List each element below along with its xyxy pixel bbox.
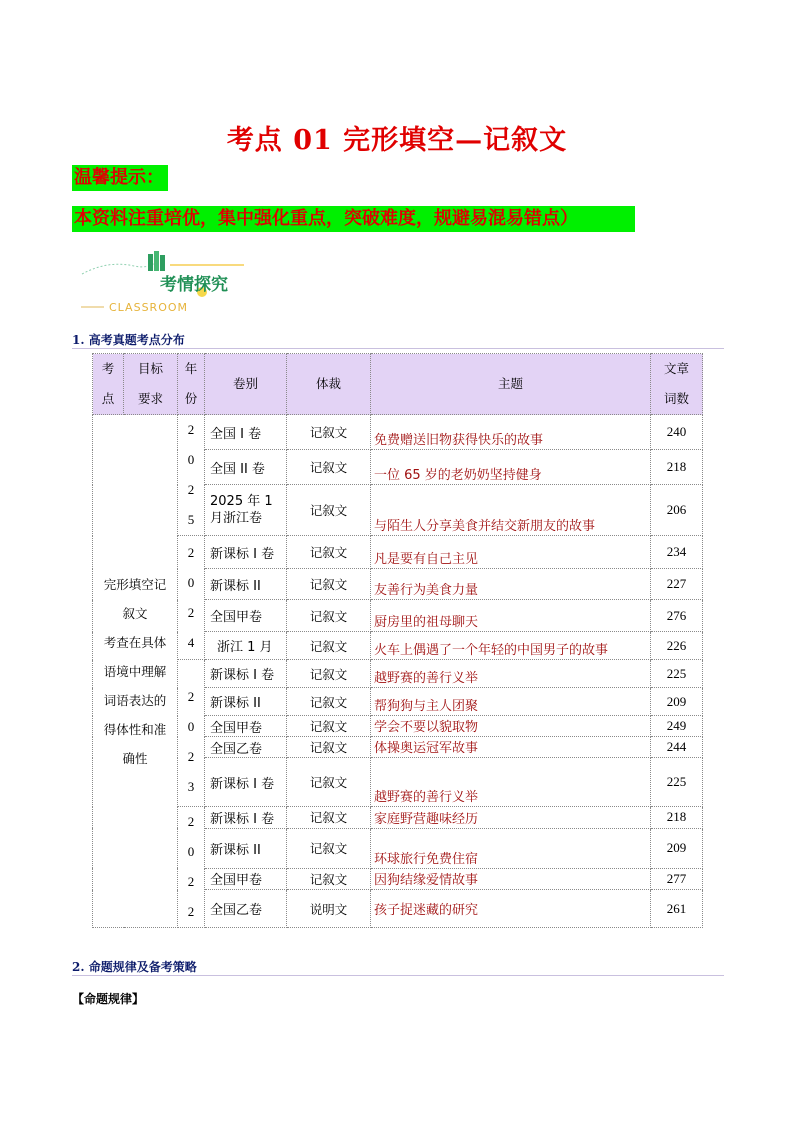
juan-cell: 全国甲卷 bbox=[205, 868, 287, 890]
section-heading-distribution: 1. 高考真题考点分布 bbox=[72, 333, 185, 347]
header-mubiao: 目标 要求 bbox=[124, 354, 178, 415]
topic-cell: 帮狗狗与主人团聚 bbox=[371, 688, 651, 716]
section-divider bbox=[72, 975, 724, 976]
topic-cell: 孩子捉迷藏的研究 bbox=[371, 890, 651, 928]
topic-cell: 与陌生人分享美食并结交新朋友的故事 bbox=[371, 485, 651, 536]
table-row bbox=[93, 807, 703, 829]
juan-cell: 新课标 II bbox=[205, 828, 287, 868]
word-count-cell: 234 bbox=[651, 536, 703, 569]
ticai-cell: 记叙文 bbox=[287, 716, 371, 737]
header-juanbie: 卷别 bbox=[205, 354, 287, 415]
year-cell: 2 0 2 2 bbox=[178, 807, 205, 928]
ticai-cell: 记叙文 bbox=[287, 485, 371, 536]
word-count-cell: 261 bbox=[651, 890, 703, 928]
logo-subtitle: CLASSROOM bbox=[109, 301, 189, 314]
tip-text: 本资料注重培优，集中强化重点，突破难度，规避易混易错点） bbox=[72, 206, 635, 232]
subsection-heading: 【命题规律】 bbox=[72, 992, 145, 1006]
ticai-cell: 记叙文 bbox=[287, 807, 371, 829]
ticai-cell: 说明文 bbox=[287, 890, 371, 928]
classroom-logo bbox=[78, 240, 253, 320]
juan-cell: 全国甲卷 bbox=[205, 600, 287, 632]
ticai-cell: 记叙文 bbox=[287, 737, 371, 758]
juan-cell: 全国乙卷 bbox=[205, 737, 287, 758]
word-count-cell: 218 bbox=[651, 450, 703, 485]
ticai-cell: 记叙文 bbox=[287, 569, 371, 600]
section-heading-rules: 2. 命题规律及备考策略 bbox=[72, 960, 197, 974]
word-count-cell: 209 bbox=[651, 688, 703, 716]
header-zhuti: 主题 bbox=[371, 354, 651, 415]
juan-cell: 新课标 I 卷 bbox=[205, 807, 287, 829]
ticai-cell: 记叙文 bbox=[287, 415, 371, 450]
table-row bbox=[93, 536, 703, 569]
word-count-cell: 249 bbox=[651, 716, 703, 737]
topic-cell: 体操奥运冠军故事 bbox=[371, 737, 651, 758]
table-row bbox=[93, 660, 703, 688]
topic-cell: 越野赛的善行义举 bbox=[371, 660, 651, 688]
word-count-cell: 226 bbox=[651, 632, 703, 660]
ticai-cell: 记叙文 bbox=[287, 600, 371, 632]
table-row bbox=[93, 415, 703, 450]
juan-cell: 全国 II 卷 bbox=[205, 450, 287, 485]
word-count-cell: 227 bbox=[651, 569, 703, 600]
year-cell: 2 0 2 4 bbox=[178, 536, 205, 660]
table-header-row bbox=[93, 354, 703, 415]
kaodian-cell: 完形填空记 叙文 考查在具体 语境中理解 词语表达的 得体性和准 确性 bbox=[93, 415, 178, 928]
tip-label: 温馨提示： bbox=[72, 165, 168, 191]
ticai-cell: 记叙文 bbox=[287, 868, 371, 890]
word-count-cell: 277 bbox=[651, 868, 703, 890]
topic-cell: 学会不要以貌取物 bbox=[371, 716, 651, 737]
word-count-cell: 276 bbox=[651, 600, 703, 632]
juan-cell: 新课标 II bbox=[205, 569, 287, 600]
juan-cell: 全国甲卷 bbox=[205, 716, 287, 737]
word-count-cell: 225 bbox=[651, 660, 703, 688]
logo-title: 考情探究 bbox=[160, 275, 228, 295]
ticai-cell: 记叙文 bbox=[287, 688, 371, 716]
page-title: 考点 01 完形填空—记叙文 bbox=[226, 125, 568, 156]
word-count-cell: 218 bbox=[651, 807, 703, 829]
topic-cell: 一位 65 岁的老奶奶坚持健身 bbox=[371, 450, 651, 485]
topic-cell: 环球旅行免费住宿 bbox=[371, 828, 651, 868]
ticai-cell: 记叙文 bbox=[287, 758, 371, 807]
topic-cell: 家庭野营趣味经历 bbox=[371, 807, 651, 829]
ticai-cell: 记叙文 bbox=[287, 828, 371, 868]
juan-cell: 浙江 1 月 bbox=[205, 632, 287, 660]
ticai-cell: 记叙文 bbox=[287, 660, 371, 688]
exam-distribution-table bbox=[92, 353, 703, 928]
ticai-cell: 记叙文 bbox=[287, 536, 371, 569]
topic-cell: 因狗结缘爱情故事 bbox=[371, 868, 651, 890]
juan-cell: 全国 I 卷 bbox=[205, 415, 287, 450]
year-cell: 2 0 2 5 bbox=[178, 415, 205, 536]
ticai-cell: 记叙文 bbox=[287, 632, 371, 660]
header-cishu: 文章 词数 bbox=[651, 354, 703, 415]
juan-cell: 新课标 II bbox=[205, 688, 287, 716]
word-count-cell: 206 bbox=[651, 485, 703, 536]
header-kaodian: 考 点 bbox=[93, 354, 124, 415]
word-count-cell: 244 bbox=[651, 737, 703, 758]
juan-cell: 全国乙卷 bbox=[205, 890, 287, 928]
topic-cell: 友善行为美食力量 bbox=[371, 569, 651, 600]
word-count-cell: 225 bbox=[651, 758, 703, 807]
topic-cell: 越野赛的善行义举 bbox=[371, 758, 651, 807]
topic-cell: 厨房里的祖母聊天 bbox=[371, 600, 651, 632]
year-cell: 2 0 2 3 bbox=[178, 660, 205, 807]
topic-cell: 凡是要有自己主见 bbox=[371, 536, 651, 569]
topic-cell: 火车上偶遇了一个年轻的中国男子的故事 bbox=[371, 632, 651, 660]
book-icon bbox=[148, 251, 165, 271]
juan-cell: 新课标 I 卷 bbox=[205, 660, 287, 688]
header-nianfen: 年 份 bbox=[178, 354, 205, 415]
word-count-cell: 240 bbox=[651, 415, 703, 450]
juan-cell: 2025 年 1 月浙江卷 bbox=[205, 485, 287, 536]
juan-cell: 新课标 I 卷 bbox=[205, 758, 287, 807]
word-count-cell: 209 bbox=[651, 828, 703, 868]
topic-cell: 免费赠送旧物获得快乐的故事 bbox=[371, 415, 651, 450]
ticai-cell: 记叙文 bbox=[287, 450, 371, 485]
header-ticai: 体裁 bbox=[287, 354, 371, 415]
juan-cell: 新课标 I 卷 bbox=[205, 536, 287, 569]
section-divider bbox=[72, 348, 724, 349]
